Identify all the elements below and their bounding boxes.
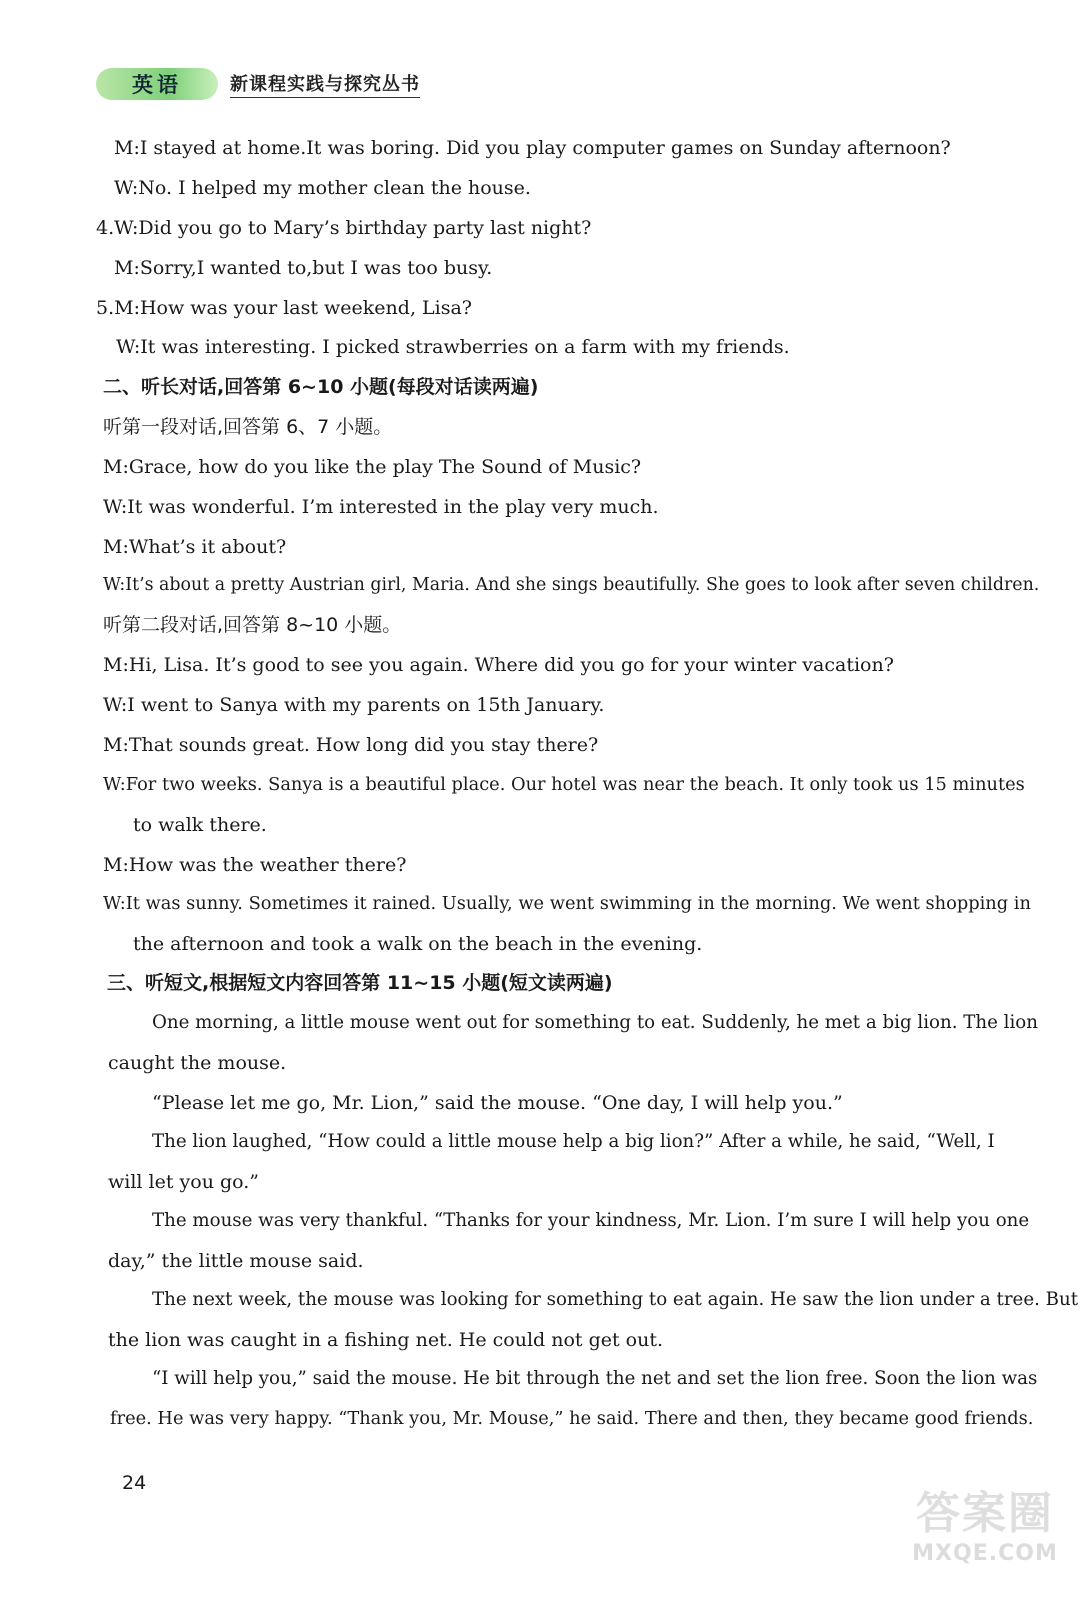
paragraph-line: The lion laughed, “How could a little mouse help a big lion?” After a while, he said, “Well, I [152, 1131, 995, 1152]
paragraph-line: The mouse was very thankful. “Thanks for your kindness, Mr. Lion. I’m sure I will help you one [152, 1210, 1030, 1231]
section-heading: 三、听短文,根据短文内容回答第 11~15 小题(短文读两遍) [107, 972, 613, 994]
text-line: the afternoon and took a walk on the beach in the evening. [133, 933, 703, 955]
text-line: 4.W:Did you go to Mary’s birthday party last night? [96, 217, 592, 239]
paragraph-line: the lion was caught in a fishing net. He could not get out. [108, 1329, 664, 1351]
paragraph-line: free. He was very happy. “Thank you, Mr. Mouse,” he said. There and then, they became good friends. [110, 1408, 1034, 1429]
text-line: W:I went to Sanya with my parents on 15th January. [103, 694, 605, 716]
text-line: W:No. I helped my mother clean the house. [114, 177, 531, 199]
paragraph-line: The next week, the mouse was looking for something to eat again. He saw the lion under a tree. But [152, 1289, 1079, 1310]
text-line: M:How was the weather there? [103, 854, 407, 876]
section-instruction: 听第一段对话,回答第 6、7 小题。 [103, 416, 393, 438]
text-line: M:That sounds great. How long did you stay there? [103, 734, 599, 756]
text-line [103, 454, 641, 480]
page-number: 24 [122, 1472, 147, 1494]
watermark-url: MXQE.COM [912, 1540, 1058, 1566]
page-header [96, 68, 420, 100]
text-line: M:What’s it about? [103, 536, 287, 558]
series-title: 新课程实践与探究丛书 [230, 70, 420, 98]
subject-tag: 英语 [96, 68, 218, 100]
watermark-logo-text: 答案圈 [916, 1487, 1054, 1539]
text-line: to walk there. [133, 814, 267, 836]
paragraph-line: day,” the little mouse said. [108, 1250, 364, 1272]
text-line: W:It’s about a pretty Austrian girl, Maria. And she sings beautifully. She goes to look after seven children. [103, 575, 1040, 595]
text-line: W:It was interesting. I picked strawberries on a farm with my friends. [116, 336, 790, 358]
paragraph-line: caught the mouse. [108, 1052, 287, 1074]
section-instruction: 听第二段对话,回答第 8~10 小题。 [103, 614, 402, 636]
text-line: W:For two weeks. Sanya is a beautiful place. Our hotel was near the beach. It only took us 15 minutes [103, 774, 1025, 795]
text-line: W:It was wonderful. I’m interested in the play very much. [103, 496, 659, 518]
paragraph-line: One morning, a little mouse went out for something to eat. Suddenly, he met a big lion. The lion [152, 1012, 1038, 1033]
text-line: W:It was sunny. Sometimes it rained. Usually, we went swimming in the morning. We went shopping in [103, 893, 1031, 914]
text-line: M:I stayed at home.It was boring. Did you play computer games on Sunday afternoon? [114, 137, 951, 159]
watermark-logo [910, 1476, 1060, 1566]
paragraph-line: “Please let me go, Mr. Lion,” said the mouse. “One day, I will help you.” [152, 1092, 843, 1114]
section-heading: 二、听长对话,回答第 6~10 小题(每段对话读两遍) [103, 376, 539, 398]
speaker-text: M:Grace, how do you like the play The Sound of Music? [103, 456, 642, 478]
text-line: M:Hi, Lisa. It’s good to see you again. Where did you go for your winter vacation? [103, 654, 894, 676]
paragraph-line: will let you go.” [108, 1171, 259, 1193]
text-line: 5.M:How was your last weekend, Lisa? [96, 297, 472, 319]
text-line: M:Sorry,I wanted to,but I was too busy. [114, 257, 493, 279]
paragraph-line: “I will help you,” said the mouse. He bit through the net and set the lion free. Soon the lion was [152, 1368, 1038, 1389]
